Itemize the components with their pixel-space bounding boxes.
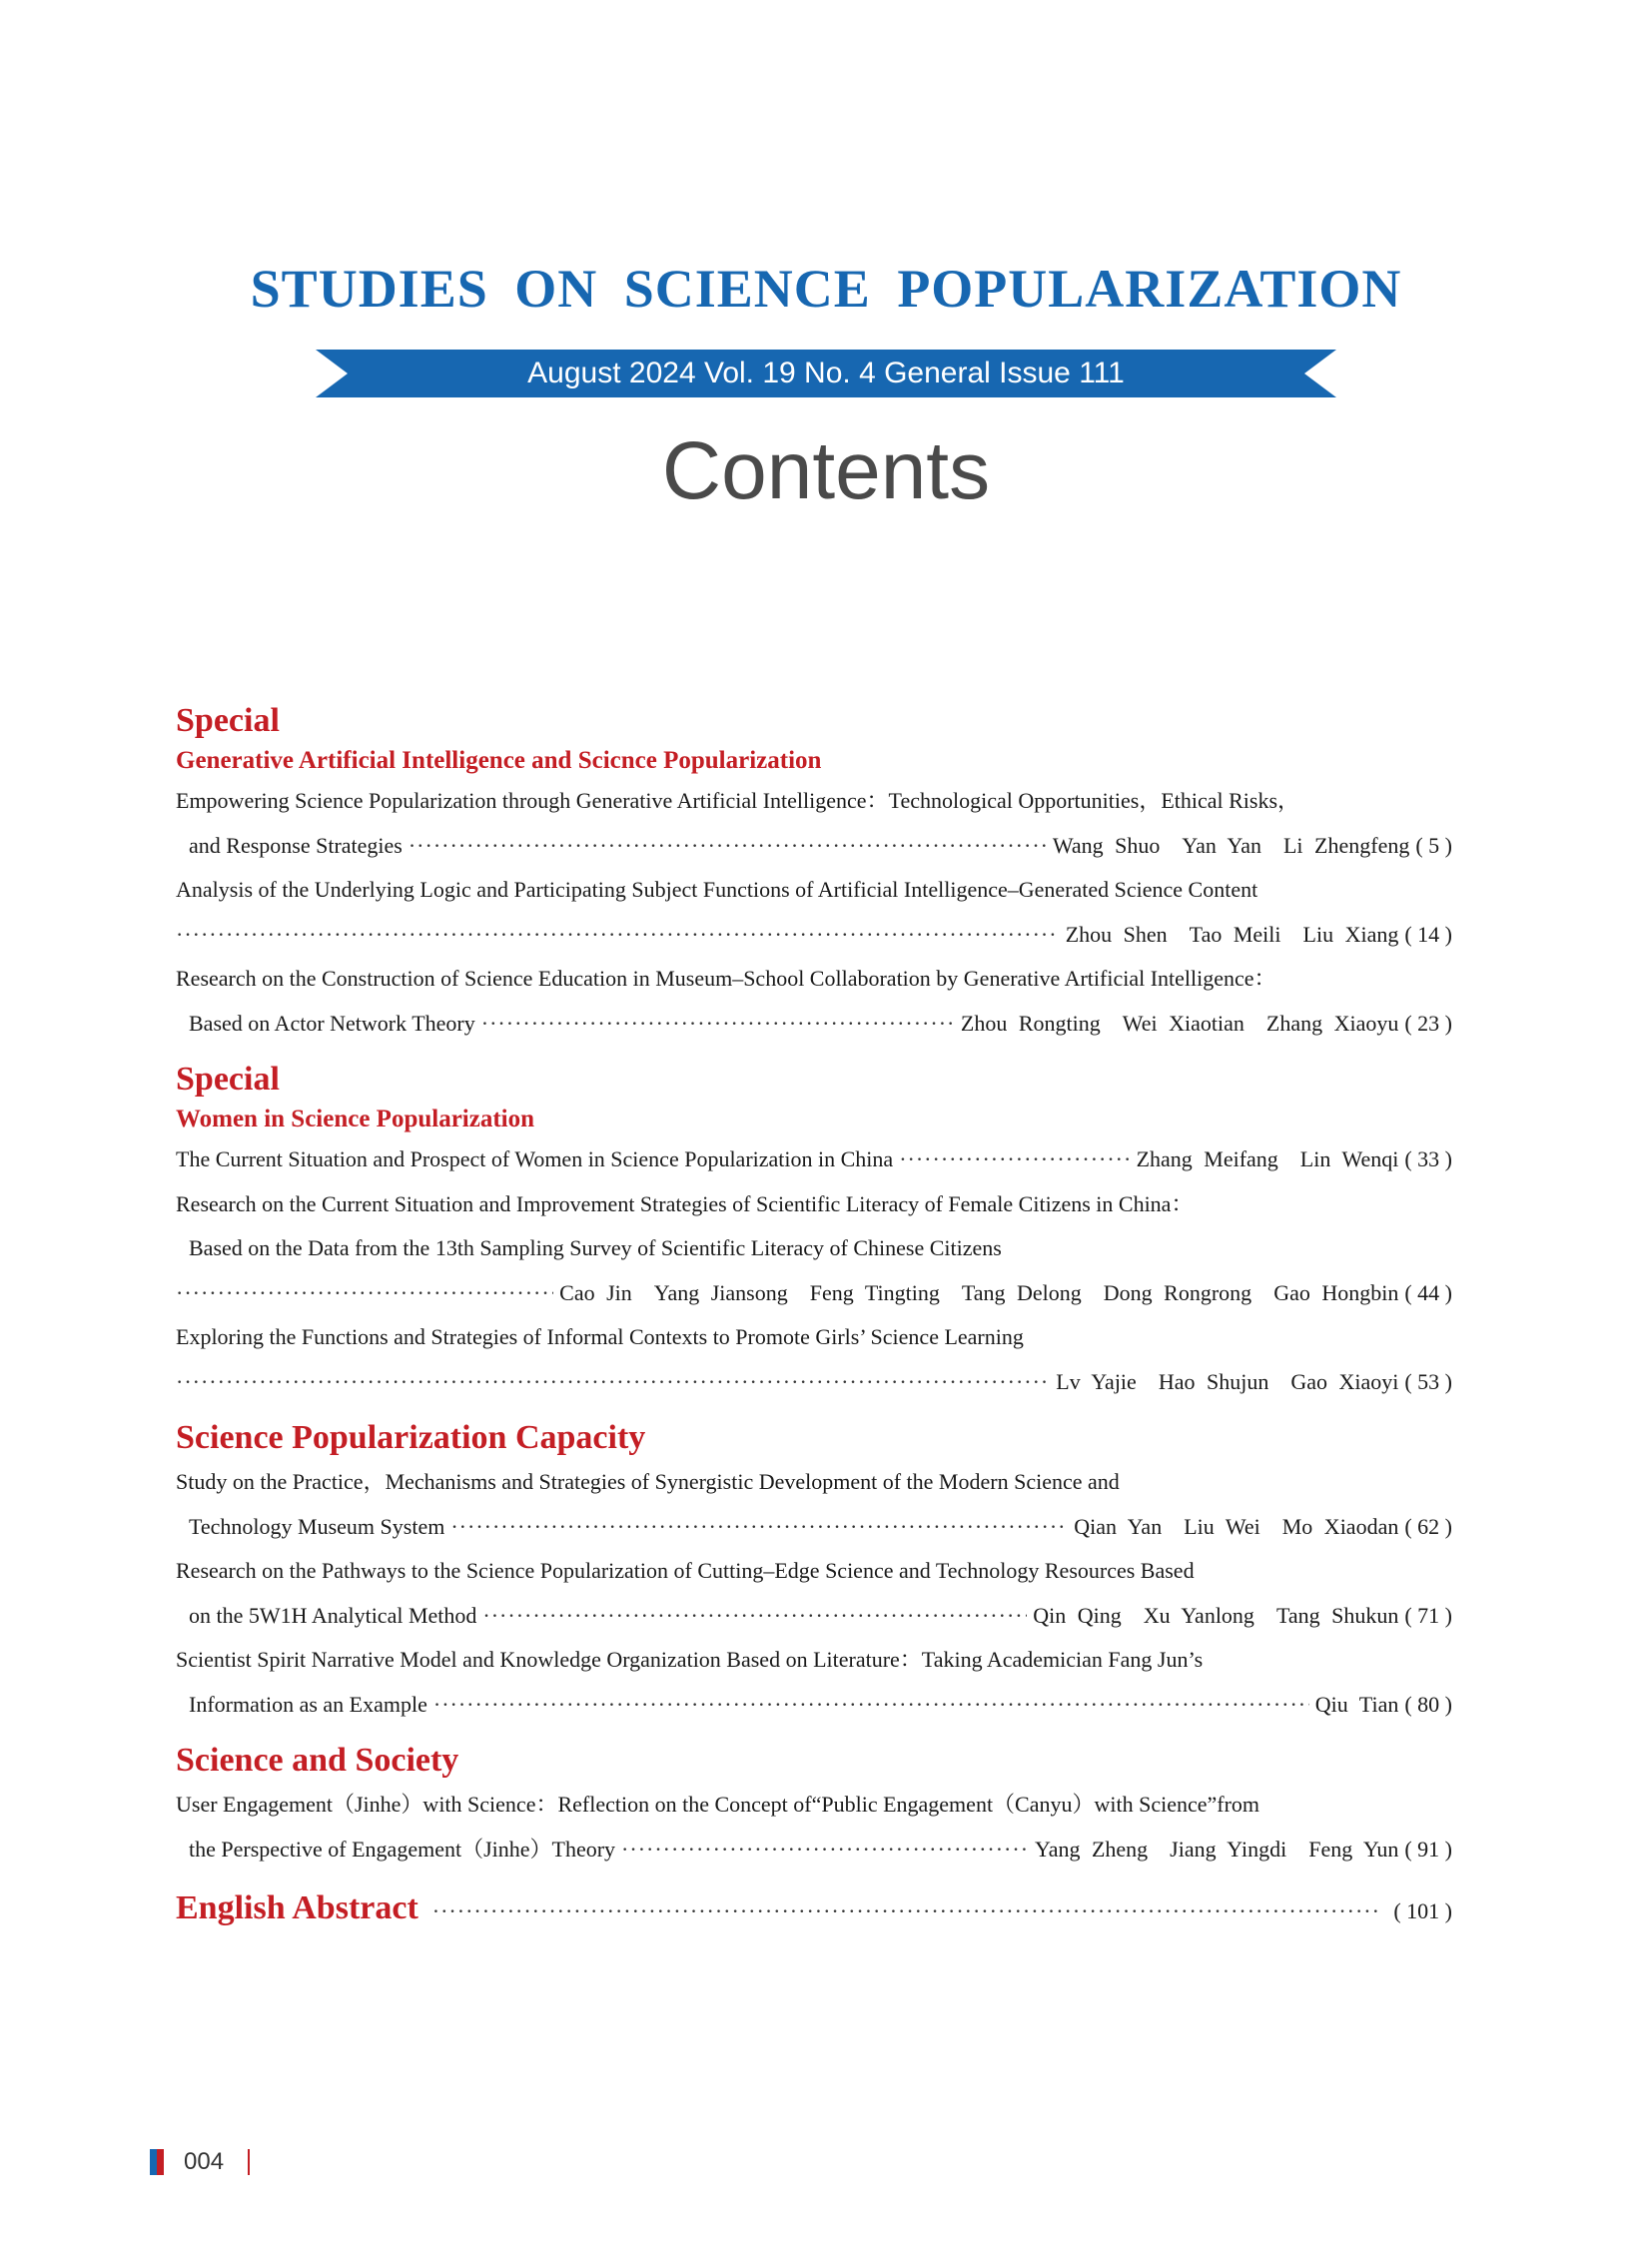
section-title: Special — [176, 702, 280, 739]
article-authors — [1035, 1828, 1398, 1872]
english-abstract-entry[interactable] — [176, 1883, 1452, 1933]
page-reference: ( 5 ) — [1415, 832, 1452, 858]
article-title-continued: Technology Museum System — [189, 1513, 445, 1539]
dot-leader — [176, 1271, 553, 1316]
dot-leader — [482, 1594, 1027, 1639]
author: Wang Shuo — [1052, 832, 1161, 858]
contents-heading: Contents — [661, 425, 991, 516]
toc-section — [176, 1416, 1452, 1727]
author: Zhang Xiaoyu — [1265, 1010, 1399, 1036]
author: Dong Rongrong — [1103, 1279, 1252, 1305]
flag-marker-icon — [150, 2149, 164, 2175]
section-subtitle: Generative Artificial Intelligence and Scicnce Popularization — [176, 747, 822, 774]
article-title: Research on the Pathways to the Science Popularization of Cutting–Edge Science and Technology Resources Based — [176, 1558, 1195, 1583]
author: Tao Meili — [1189, 921, 1281, 947]
article-authors — [1053, 824, 1409, 869]
article-title: Scientist Spirit Narrative Model and Knowledge Organization Based on Literature：Taking Academician Fang Jun’s — [176, 1647, 1204, 1672]
page-reference: ( 14 ) — [1404, 921, 1452, 947]
author: Qin Qing — [1033, 1602, 1122, 1628]
dot-leader — [481, 1002, 955, 1047]
article-title-line[interactable] — [176, 1549, 1452, 1594]
author: Feng Tingting — [809, 1279, 940, 1305]
author: Feng Yun — [1308, 1836, 1399, 1862]
author: Gao Hongbin — [1273, 1279, 1399, 1305]
table-of-contents — [176, 699, 1452, 1933]
page-number: 004 — [184, 2148, 225, 2175]
article-authors — [961, 1002, 1398, 1047]
article-entry-line[interactable] — [176, 1594, 1452, 1639]
page-reference: ( 33 ) — [1404, 1146, 1452, 1171]
toc-section — [176, 1739, 1452, 1871]
section-title: Science Popularization Capacity — [176, 1419, 646, 1456]
article-title-line[interactable] — [176, 1182, 1452, 1227]
dot-leader — [621, 1828, 1029, 1872]
article-entry-line[interactable] — [176, 1683, 1452, 1728]
article-title-continued: Based on the Data from the 13th Sampling Survey of Scientific Literacy of Chinese Citizens — [189, 1235, 1002, 1260]
footer-divider — [248, 2149, 250, 2175]
author: Yan Yan — [1182, 832, 1261, 858]
author: Qiu Tian — [1314, 1691, 1399, 1717]
author: Jiang Yingdi — [1170, 1836, 1287, 1862]
author: Zhou Rongting — [960, 1010, 1101, 1036]
page-reference: ( 80 ) — [1404, 1691, 1452, 1717]
toc-section — [176, 699, 1452, 1046]
author: Zhou Shen — [1065, 921, 1168, 947]
article-entry-line[interactable] — [176, 1828, 1452, 1872]
page-reference: ( 62 ) — [1404, 1513, 1452, 1539]
section-title: Science and Society — [176, 1742, 459, 1779]
dot-leader — [176, 1360, 1050, 1405]
article-authors — [1056, 1360, 1398, 1405]
toc-section — [176, 1058, 1452, 1404]
article-title-line[interactable] — [176, 1460, 1452, 1505]
article-title: Research on the Construction of Science Education in Museum–School Collaboration by Generative Artificial Intelligence： — [176, 966, 1276, 991]
dot-leader — [899, 1137, 1130, 1182]
english-abstract-title: English Abstract — [176, 1889, 418, 1926]
page-reference: ( 23 ) — [1404, 1010, 1452, 1036]
author: Lv Yajie — [1056, 1368, 1137, 1394]
article-entry-line[interactable] — [176, 1360, 1452, 1405]
article-entry-line[interactable] — [176, 913, 1452, 958]
author: Hao Shujun — [1158, 1368, 1269, 1394]
article-title: Empowering Science Popularization through Generative Artificial Intelligence：Technological Opportunities，Ethical Risks， — [176, 788, 1300, 813]
dot-leader — [433, 1683, 1309, 1728]
article-authors — [1315, 1683, 1399, 1728]
author: Liu Wei — [1184, 1513, 1260, 1539]
article-authors — [559, 1271, 1398, 1316]
author: Tang Delong — [961, 1279, 1082, 1305]
author: Zhang Meifang — [1136, 1146, 1278, 1171]
dot-leader — [450, 1505, 1068, 1550]
author: Wei Xiaotian — [1122, 1010, 1244, 1036]
author: Li Zhengfeng — [1282, 832, 1410, 858]
article-authors — [1074, 1505, 1398, 1550]
article-entry-line[interactable] — [176, 1271, 1452, 1316]
author: Tang Shukun — [1275, 1602, 1399, 1628]
section-title: Special — [176, 1061, 280, 1098]
dot-leader — [432, 1886, 1380, 1936]
article-authors — [1033, 1594, 1398, 1639]
author: Qian Yan — [1074, 1513, 1163, 1539]
article-title-continued: on the 5W1H Analytical Method — [189, 1602, 477, 1628]
article-title: The Current Situation and Prospect of Women in Science Popularization in China — [176, 1146, 894, 1171]
page-reference: ( 53 ) — [1404, 1368, 1452, 1394]
article-authors — [1137, 1137, 1399, 1182]
dot-leader — [409, 824, 1047, 869]
section-subtitle: Women in Science Popularization — [176, 1106, 535, 1132]
page-reference: ( 44 ) — [1404, 1279, 1452, 1305]
article-title-line[interactable] — [176, 957, 1452, 1002]
article-authors — [1066, 913, 1399, 958]
article-title-continued: and Response Strategies — [189, 832, 403, 858]
article-title-line[interactable] — [176, 868, 1452, 913]
journal-title: STUDIES ON SCIENCE POPULARIZATION — [250, 259, 1402, 319]
author: Liu Xiang — [1302, 921, 1399, 947]
author: Mo Xiaodan — [1281, 1513, 1399, 1539]
issue-info: August 2024 Vol. 19 No. 4 General Issue 111 — [527, 357, 1125, 389]
author: Xu Yanlong — [1143, 1602, 1254, 1628]
author: Gao Xiaoyi — [1290, 1368, 1399, 1394]
page-reference: ( 91 ) — [1404, 1836, 1452, 1862]
article-entry-line[interactable] — [176, 1505, 1452, 1550]
article-title-line[interactable] — [176, 1783, 1452, 1828]
article-entry-line[interactable] — [176, 824, 1452, 869]
author: Lin Wenqi — [1299, 1146, 1399, 1171]
article-title-continued: the Perspective of Engagement（Jinhe）Theory — [189, 1836, 616, 1862]
article-title: Study on the Practice，Mechanisms and Strategies of Synergistic Development of the Modern Science and — [176, 1469, 1120, 1494]
article-title-line[interactable] — [176, 1226, 1452, 1271]
author: Cao Jin — [559, 1279, 632, 1305]
article-title-line[interactable] — [176, 1638, 1452, 1683]
issue-banner — [316, 350, 1336, 397]
author: Yang Zheng — [1035, 1836, 1149, 1862]
article-entry-line[interactable] — [176, 1002, 1452, 1047]
author: Yang Jiansong — [653, 1279, 788, 1305]
article-title: Analysis of the Underlying Logic and Participating Subject Functions of Artificial Intelligence–Generated Science Content — [176, 877, 1258, 902]
article-title-line[interactable] — [176, 779, 1452, 824]
article-title-line[interactable] — [176, 1315, 1452, 1360]
article-entry-line[interactable] — [176, 1137, 1452, 1182]
article-title: User Engagement（Jinhe）with Science：Reflection on the Concept of“Public Engagement（Canyu）with Science”from — [176, 1792, 1260, 1817]
article-title: Exploring the Functions and Strategies of Informal Contexts to Promote Girls’ Science Learning — [176, 1324, 1024, 1349]
article-title-continued: Information as an Example — [189, 1691, 427, 1717]
dot-leader — [176, 913, 1060, 958]
article-title-continued: Based on Actor Network Theory — [189, 1010, 475, 1036]
page-reference: ( 101 ) — [1393, 1898, 1452, 1923]
article-title: Research on the Current Situation and Improvement Strategies of Scientific Literacy of Female Citizens in China： — [176, 1190, 1194, 1216]
page-reference: ( 71 ) — [1404, 1602, 1452, 1628]
page-footer — [150, 2147, 250, 2177]
